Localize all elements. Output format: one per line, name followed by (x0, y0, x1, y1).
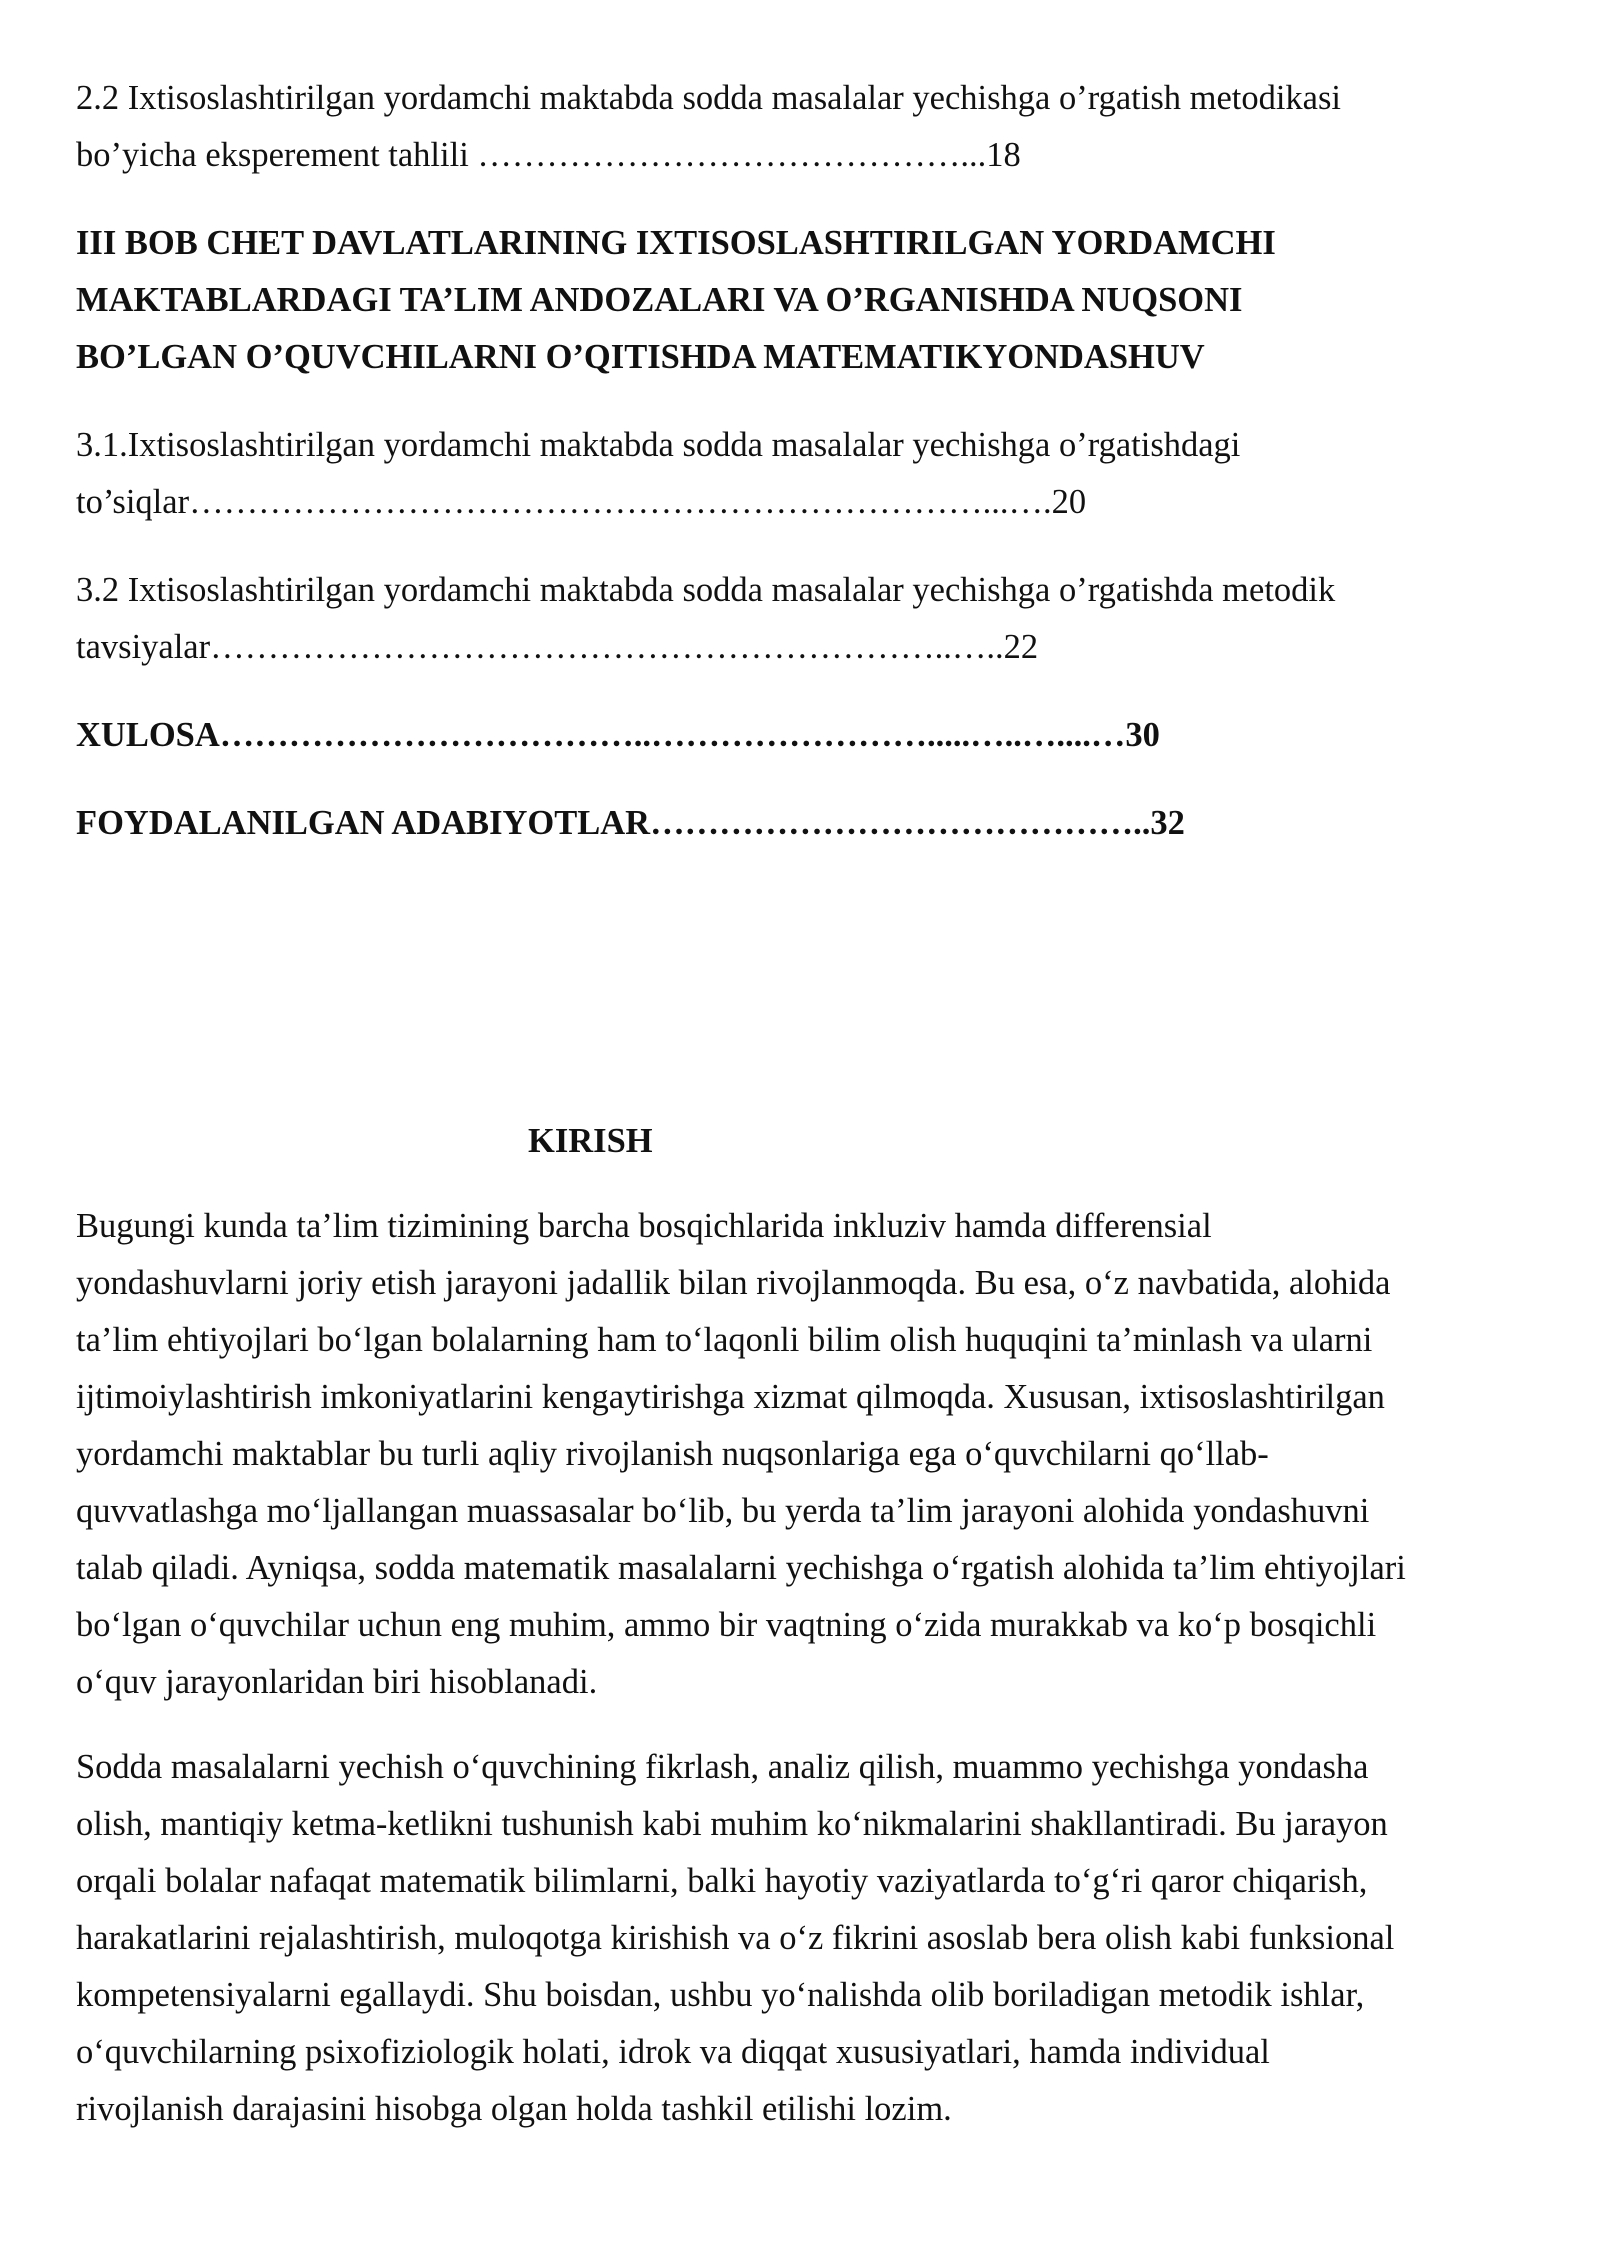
toc-line: MAKTABLARDAGI TA’LIM ANDOZALARI VA O’RGANISHDA NUQSONI (76, 281, 1243, 319)
toc-line: XULOSA………………………………..…………………….....…..…....…30 (76, 716, 1160, 754)
paragraph-line: Sodda masalalarni yechish o‘quvchining fikrlash, analiz qilish, muammo yechishga yondasha (76, 1748, 1369, 1786)
toc-line: tavsiyalar………………………………………………………..…..22 (76, 628, 1039, 666)
intro-paragraph-1 (76, 1198, 1542, 1711)
section-spacer (76, 883, 1542, 1113)
toc-line: III BOB CHET DAVLATLARINING IXTISOSLASHTIRILGAN YORDAMCHI (76, 224, 1276, 262)
paragraph-line: quvvatlashga mo‘ljallangan muassasalar bo‘lib, bu yerda ta’lim jarayoni alohida yondashuvni (76, 1492, 1370, 1530)
paragraph-line: o‘quv jarayonlaridan biri hisoblanadi. (76, 1663, 598, 1701)
toc-entry-3-1 (76, 417, 1542, 531)
paragraph-line: rivojlanish darajasini hisobga olgan holda tashkil etilishi lozim. (76, 2090, 952, 2128)
intro-paragraph-2 (76, 1739, 1542, 2138)
toc-entry-3-2 (76, 562, 1542, 676)
paragraph-line: bo‘lgan o‘quvchilar uchun eng muhim, ammo bir vaqtning o‘zida murakkab va ko‘p bosqichli (76, 1606, 1377, 1644)
toc-line: bo’yicha eksperement tahlili ……………………………………...18 (76, 136, 1021, 174)
toc-entry-2-2 (76, 70, 1542, 184)
toc-entry-references (76, 795, 1542, 852)
toc-entry-conclusion (76, 707, 1542, 764)
paragraph-line: kompetensiyalarni egallaydi. Shu boisdan, ushbu yo‘nalishda olib boriladigan metodik ishlar, (76, 1976, 1365, 2014)
paragraph-line: olish, mantiqiy ketma-ketlikni tushunish kabi muhim ko‘nikmalarini shakllantiradi. Bu jarayon (76, 1805, 1388, 1843)
toc-chapter-3-heading (76, 215, 1542, 386)
toc-line: 2.2 Ixtisoslashtirilgan yordamchi maktabda sodda masalalar yechishga o’rgatish metodikasi (76, 79, 1342, 117)
paragraph-line: orqali bolalar nafaqat matematik bilimlarni, balki hayotiy vaziyatlarda to‘g‘ri qaror chiqarish, (76, 1862, 1368, 1900)
paragraph-line: Bugungi kunda ta’lim tizimining barcha bosqichlarida inkluziv hamda differensial (76, 1207, 1212, 1245)
toc-line: to’siqlar……………………………………………………………...….20 (76, 483, 1087, 521)
toc-line: 3.2 Ixtisoslashtirilgan yordamchi maktabda sodda masalalar yechishga o’rgatishda metodik (76, 571, 1336, 609)
paragraph-line: o‘quvchilarning psixofiziologik holati, idrok va diqqat xususiyatlari, hamda individual (76, 2033, 1270, 2071)
paragraph-line: yordamchi maktablar bu turli aqliy rivojlanish nuqsonlariga ega o‘quvchilarni qo‘llab- (76, 1435, 1269, 1473)
paragraph-line: ta’lim ehtiyojlari bo‘lgan bolalarning ham to‘laqonli bilim olish huquqini ta’minlash va ularni (76, 1321, 1373, 1359)
toc-line: BO’LGAN O’QUVCHILARNI O’QITISHDA MATEMATIKYONDASHUV (76, 338, 1205, 376)
paragraph-line: talab qiladi. Ayniqsa, sodda matematik masalalarni yechishga o‘rgatish alohida ta’lim ehtiyojlari (76, 1549, 1406, 1587)
toc-line: 3.1.Ixtisoslashtirilgan yordamchi maktabda sodda masalalar yechishga o’rgatishdagi (76, 426, 1241, 464)
paragraph-line: ijtimoiylashtirish imkoniyatlarini kengaytirishga xizmat qilmoqda. Xususan, ixtisoslashtirilgan (76, 1378, 1385, 1416)
toc-line: FOYDALANILGAN ADABIYOTLAR……………………………………..32 (76, 804, 1185, 842)
paragraph-line: yondashuvlarni joriy etish jarayoni jadallik bilan rivojlanmoqda. Bu esa, o‘z navbatida, alohida (76, 1264, 1391, 1302)
intro-title: KIRISH (528, 1122, 653, 1160)
paragraph-line: harakatlarini rejalashtirish, muloqotga kirishish va o‘z fikrini asoslab bera olish kabi funksional (76, 1919, 1395, 1957)
